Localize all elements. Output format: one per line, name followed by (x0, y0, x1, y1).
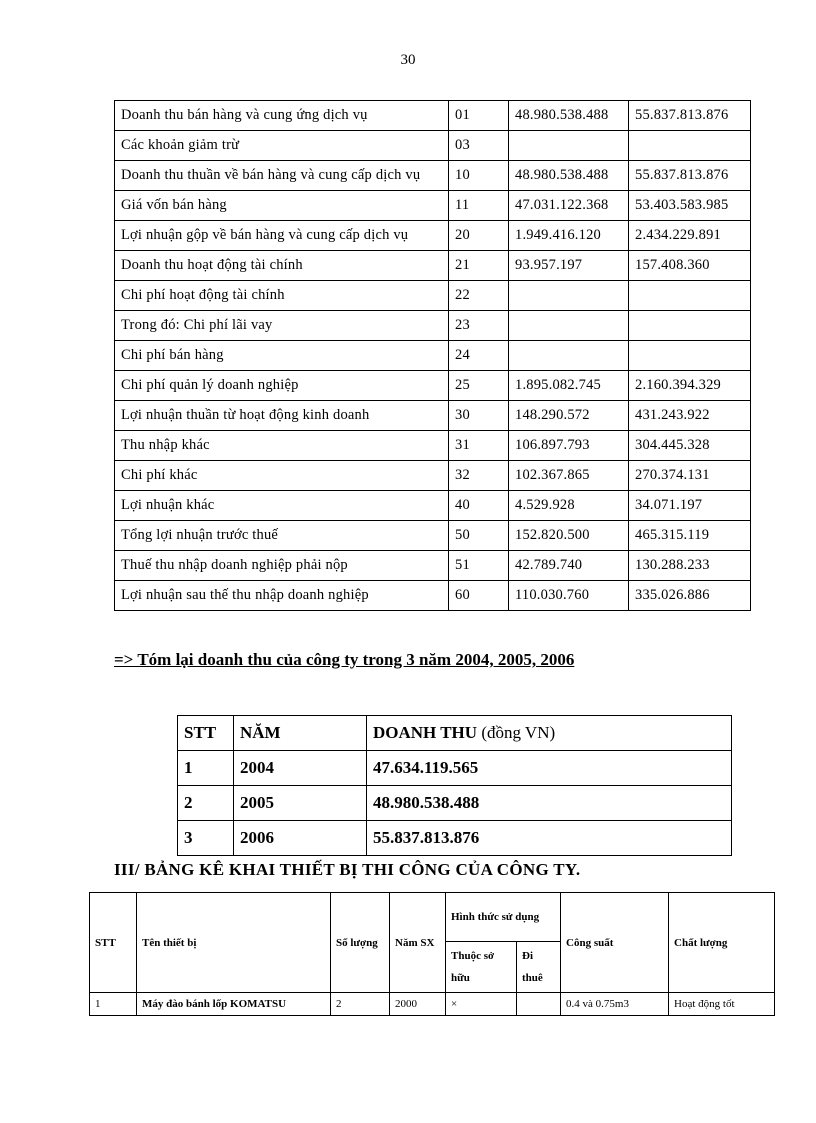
header-quality: Chất lượng (669, 893, 775, 993)
item-value-current-year: 465.315.119 (629, 521, 751, 551)
row-revenue: 55.837.813.876 (367, 821, 732, 856)
header-revenue (367, 716, 732, 751)
item-value-current-year: 335.026.886 (629, 581, 751, 611)
item-code: 24 (449, 341, 509, 371)
item-label: Chi phí bán hàng (115, 341, 449, 371)
item-value-prev-year: 148.290.572 (509, 401, 629, 431)
item-value-prev-year: 47.031.122.368 (509, 191, 629, 221)
item-code: 20 (449, 221, 509, 251)
table-row (115, 491, 751, 521)
item-label: Lợi nhuận gộp về bán hàng và cung cấp dịch vụ (115, 221, 449, 251)
item-code: 31 (449, 431, 509, 461)
item-value-current-year: 2.434.229.891 (629, 221, 751, 251)
item-label: Doanh thu thuần về bán hàng và cung cấp dịch vụ (115, 161, 449, 191)
item-code: 22 (449, 281, 509, 311)
header-capacity: Công suất (561, 893, 669, 993)
row-quantity: 2 (331, 993, 390, 1016)
item-code: 10 (449, 161, 509, 191)
table-row (115, 221, 751, 251)
item-value-current-year (629, 281, 751, 311)
row-owned: × (446, 993, 517, 1016)
item-value-current-year: 53.403.583.985 (629, 191, 751, 221)
item-label: Doanh thu hoạt động tài chính (115, 251, 449, 281)
revenue-summary-table (177, 715, 732, 856)
item-value-current-year (629, 131, 751, 161)
table-row (115, 341, 751, 371)
row-stt: 3 (178, 821, 234, 856)
item-value-prev-year: 4.529.928 (509, 491, 629, 521)
item-value-current-year: 431.243.922 (629, 401, 751, 431)
row-equipment-name: Máy đào bánh lốp KOMATSU (137, 993, 331, 1016)
item-code: 50 (449, 521, 509, 551)
table-row (115, 191, 751, 221)
table-row (115, 131, 751, 161)
item-code: 25 (449, 371, 509, 401)
item-label: Thu nhập khác (115, 431, 449, 461)
row-year: 2005 (234, 786, 367, 821)
item-value-prev-year: 48.980.538.488 (509, 161, 629, 191)
row-stt: 1 (178, 751, 234, 786)
header-year: Năm SX (390, 893, 446, 993)
item-label: Lợi nhuận thuần từ hoạt động kinh doanh (115, 401, 449, 431)
header-usage-form: Hình thức sử dụng (446, 893, 561, 942)
table-row (178, 751, 732, 786)
row-quality: Hoạt động tốt (669, 993, 775, 1016)
item-label: Các khoản giảm trừ (115, 131, 449, 161)
item-label: Giá vốn bán hàng (115, 191, 449, 221)
item-value-current-year: 130.288.233 (629, 551, 751, 581)
item-label: Trong đó: Chi phí lãi vay (115, 311, 449, 341)
item-value-prev-year: 106.897.793 (509, 431, 629, 461)
header-stt: STT (90, 893, 137, 993)
table-header-row (178, 716, 732, 751)
item-value-prev-year (509, 281, 629, 311)
item-value-current-year (629, 341, 751, 371)
item-value-prev-year: 1.949.416.120 (509, 221, 629, 251)
item-value-current-year: 2.160.394.329 (629, 371, 751, 401)
table-row (115, 371, 751, 401)
row-revenue: 47.634.119.565 (367, 751, 732, 786)
item-value-prev-year: 1.895.082.745 (509, 371, 629, 401)
row-year: 2006 (234, 821, 367, 856)
table-row (115, 101, 751, 131)
item-label: Lợi nhuận sau thế thu nhập doanh nghiệp (115, 581, 449, 611)
table-row (115, 251, 751, 281)
page-number: 30 (400, 52, 416, 68)
header-owned: Thuộc sở hữu (446, 942, 517, 993)
item-label: Chi phí quản lý doanh nghiệp (115, 371, 449, 401)
row-stt: 2 (178, 786, 234, 821)
item-value-prev-year (509, 131, 629, 161)
row-rented (517, 993, 561, 1016)
header-rented: Đi thuê (517, 942, 561, 993)
table-row (90, 993, 775, 1016)
table-row (115, 161, 751, 191)
item-value-prev-year: 93.957.197 (509, 251, 629, 281)
item-code: 11 (449, 191, 509, 221)
item-value-prev-year (509, 311, 629, 341)
item-value-current-year: 55.837.813.876 (629, 101, 751, 131)
table-row (115, 551, 751, 581)
item-code: 01 (449, 101, 509, 131)
table-row (178, 821, 732, 856)
item-code: 60 (449, 581, 509, 611)
item-code: 21 (449, 251, 509, 281)
income-statement-table (114, 100, 751, 611)
header-stt: STT (178, 716, 234, 751)
table-row (115, 581, 751, 611)
item-value-prev-year: 152.820.500 (509, 521, 629, 551)
item-label: Chi phí hoạt động tài chính (115, 281, 449, 311)
item-label: Chi phí khác (115, 461, 449, 491)
row-capacity: 0.4 và 0.75m3 (561, 993, 669, 1016)
header-year: NĂM (234, 716, 367, 751)
table-header-row (90, 893, 775, 942)
table-row (115, 461, 751, 491)
item-code: 40 (449, 491, 509, 521)
item-value-prev-year: 48.980.538.488 (509, 101, 629, 131)
item-code: 03 (449, 131, 509, 161)
item-value-prev-year: 42.789.740 (509, 551, 629, 581)
item-value-prev-year: 110.030.760 (509, 581, 629, 611)
header-revenue-label: DOANH THU (373, 723, 478, 742)
table-row (178, 786, 732, 821)
table-row (115, 311, 751, 341)
header-equipment-name: Tên thiết bị (137, 893, 331, 993)
row-year: 2000 (390, 993, 446, 1016)
item-label: Doanh thu bán hàng và cung ứng dịch vụ (115, 101, 449, 131)
equipment-table (89, 892, 775, 1016)
revenue-summary-heading: => Tóm lại doanh thu của công ty trong 3 năm 2004, 2005, 2006 (114, 650, 575, 669)
item-value-prev-year (509, 341, 629, 371)
row-revenue: 48.980.538.488 (367, 786, 732, 821)
item-label: Lợi nhuận khác (115, 491, 449, 521)
row-year: 2004 (234, 751, 367, 786)
header-revenue-unit: (đồng VN) (481, 723, 556, 742)
item-value-current-year: 55.837.813.876 (629, 161, 751, 191)
table-row (115, 431, 751, 461)
item-code: 30 (449, 401, 509, 431)
item-label: Tổng lợi nhuận trước thuế (115, 521, 449, 551)
item-value-current-year: 157.408.360 (629, 251, 751, 281)
item-value-current-year: 304.445.328 (629, 431, 751, 461)
row-stt: 1 (90, 993, 137, 1016)
item-value-prev-year: 102.367.865 (509, 461, 629, 491)
item-label: Thuế thu nhập doanh nghiệp phải nộp (115, 551, 449, 581)
item-code: 23 (449, 311, 509, 341)
header-quantity: Số lượng (331, 893, 390, 993)
table-row (115, 521, 751, 551)
item-code: 51 (449, 551, 509, 581)
section-title: III/ BẢNG KÊ KHAI THIẾT BỊ THI CÔNG CỦA CÔNG TY. (114, 860, 581, 879)
table-row (115, 281, 751, 311)
item-value-current-year (629, 311, 751, 341)
table-row (115, 401, 751, 431)
item-value-current-year: 34.071.197 (629, 491, 751, 521)
item-value-current-year: 270.374.131 (629, 461, 751, 491)
item-code: 32 (449, 461, 509, 491)
